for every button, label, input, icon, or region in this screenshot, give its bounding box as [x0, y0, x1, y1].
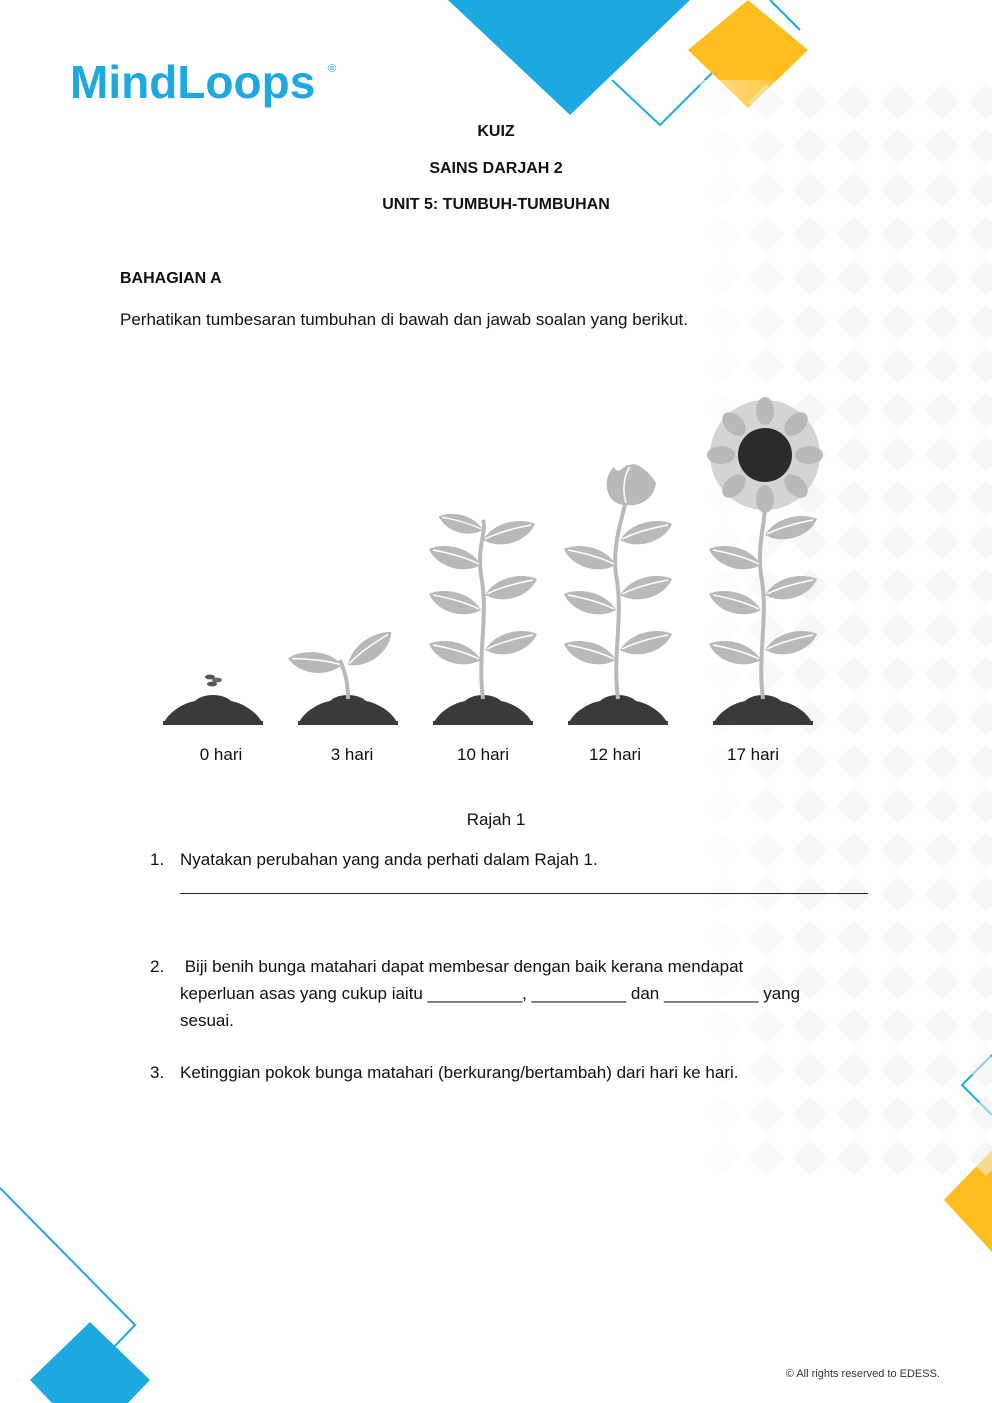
top-blue-shape — [448, 0, 690, 115]
question-text-line1: Biji benih bunga matahari dapat membesar dengan baik kerana mendapat — [180, 957, 744, 976]
plant-stage-10 — [429, 514, 537, 725]
plant-stage-12 — [564, 464, 672, 725]
copyright-notice: © All rights reserved to EDESS. — [785, 1368, 940, 1380]
unit-title: UNIT 5: TUMBUH-TUMBUHAN — [382, 196, 610, 213]
brand-logo — [70, 52, 345, 117]
question-text: Ketinggian pokok bunga matahari (berkurang/bertambah) dari hari ke hari. — [180, 1063, 739, 1082]
question-1 — [150, 846, 870, 876]
stage-label-10: 10 hari — [457, 745, 509, 764]
question-number: 3. — [150, 1063, 165, 1082]
stage-label-0: 0 hari — [199, 745, 243, 764]
figure-caption: Rajah 1 — [466, 810, 526, 829]
plant-stage-17 — [707, 397, 823, 725]
question-3 — [150, 1059, 870, 1089]
stage-label-12: 12 hari — [589, 745, 641, 764]
quiz-title: KUIZ — [477, 123, 515, 140]
section-title: BAHAGIAN A — [120, 270, 222, 287]
stage-label-17: 17 hari — [727, 745, 779, 764]
stage-label-3: 3 hari — [330, 745, 374, 764]
question-text-line3: sesuai. — [180, 1011, 234, 1030]
plant-growth-figure — [150, 395, 830, 735]
question-2 — [150, 953, 870, 1038]
instruction-text: Perhatikan tumbesaran tumbuhan di bawah dan jawab soalan yang berikut. — [120, 310, 688, 329]
plant-stage-3 — [287, 629, 398, 725]
subject-title: SAINS DARJAH 2 — [429, 160, 563, 177]
answer-line[interactable] — [180, 893, 868, 894]
registered-mark: ® — [328, 63, 337, 75]
question-number: 1. — [150, 850, 165, 869]
bottom-left-blue-shape — [30, 1322, 150, 1403]
question-text: Nyatakan perubahan yang anda perhati dalam Rajah 1. — [180, 850, 598, 869]
plant-stage-0 — [163, 675, 263, 725]
question-text-line2: keperluan asas yang cukup iaitu __________, __________ dan __________ yang — [180, 984, 801, 1003]
logo-wordmark: MindLoops — [70, 56, 316, 108]
question-number: 2. — [150, 957, 165, 976]
